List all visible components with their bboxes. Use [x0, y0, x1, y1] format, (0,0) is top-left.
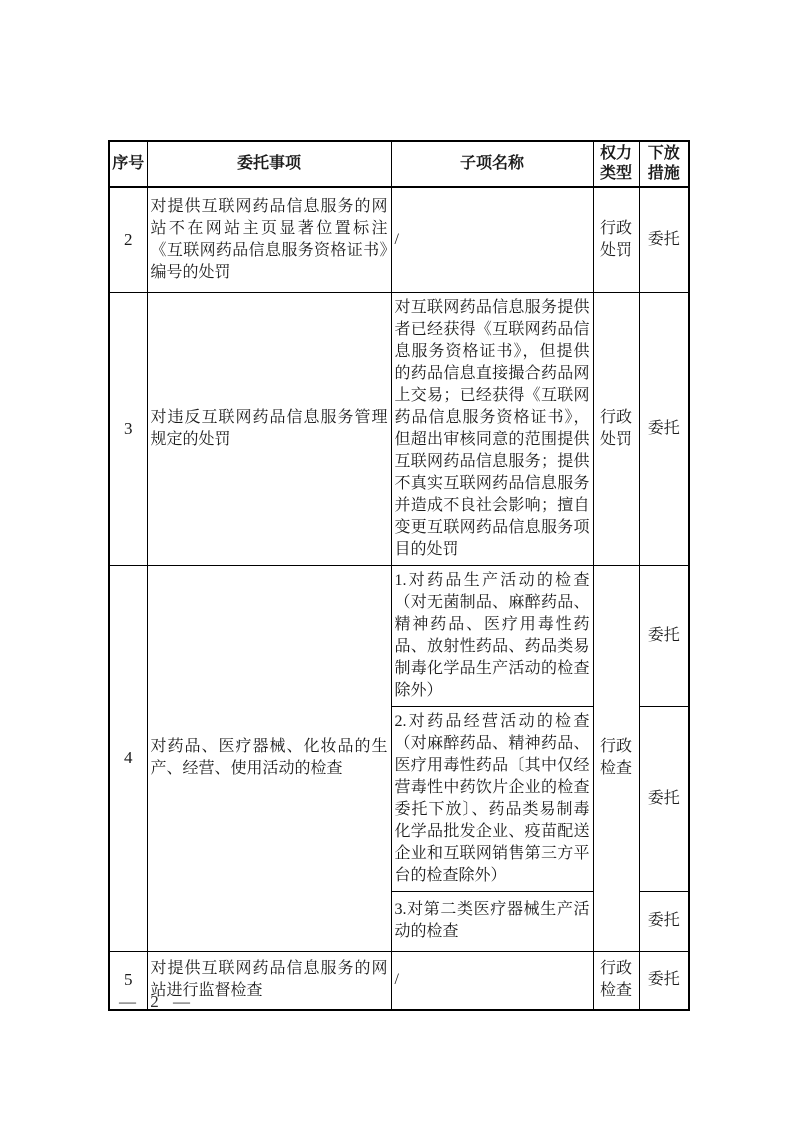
table-row-5: [109, 951, 689, 1010]
row-no-cell: 2: [109, 187, 147, 292]
subitem-cell: /: [391, 951, 593, 1010]
measure-cell: 委托: [639, 891, 689, 951]
matter-cell: 对提供互联网药品信息服务的网站进行监督检查: [147, 951, 391, 1010]
subitem-cell: /: [391, 187, 593, 292]
matter-cell: 对提供互联网药品信息服务的网站不在网站主页显著位置标注《互联网药品信息服务资格证书》编号的处罚: [147, 187, 391, 292]
subitem-cell: 3.对第二类医疗器械生产活动的检查: [391, 891, 593, 951]
power-type-cell: 行政检查: [593, 951, 639, 1010]
delegation-items-table: [108, 140, 690, 1011]
measure-cell: 委托: [639, 292, 689, 565]
table-row-4-sub-1: [109, 565, 689, 706]
power-type-cell: 行政处罚: [593, 187, 639, 292]
row-no-cell: 4: [109, 565, 147, 951]
header-subitem: 子项名称: [391, 141, 593, 187]
power-type-cell: 行政处罚: [593, 292, 639, 565]
header-measure: 下放措施: [639, 141, 689, 187]
matter-cell: 对违反互联网药品信息服务管理规定的处罚: [147, 292, 391, 565]
row-no-cell: 5: [109, 951, 147, 1010]
row-no-cell: 3: [109, 292, 147, 565]
header-matter: 委托事项: [147, 141, 391, 187]
subitem-cell: 2.对药品经营活动的检查（对麻醉药品、精神药品、医疗用毒性药品〔其中仅经营毒性中药饮片企业的检查委托下放〕、药品类易制毒化学品批发企业、疫苗配送企业和互联网销售第三方平台的检查除外）: [391, 706, 593, 891]
table-row-2: [109, 187, 689, 292]
header-power-type: 权力类型: [593, 141, 639, 187]
measure-cell: 委托: [639, 951, 689, 1010]
power-type-cell: 行政检查: [593, 565, 639, 951]
measure-cell: 委托: [639, 565, 689, 706]
measure-cell: 委托: [639, 187, 689, 292]
page-number: — 2 —: [119, 992, 191, 1011]
measure-cell: 委托: [639, 706, 689, 891]
subitem-cell: 1.对药品生产活动的检查（对无菌制品、麻醉药品、精神药品、医疗用毒性药品、放射性药品、药品类易制毒化学品生产活动的检查除外）: [391, 565, 593, 706]
table-row-3: [109, 292, 689, 565]
matter-cell: 对药品、医疗器械、化妆品的生产、经营、使用活动的检查: [147, 565, 391, 951]
header-no: 序号: [109, 141, 147, 187]
table-header-row: [109, 141, 689, 187]
subitem-cell: 对互联网药品信息服务提供者已经获得《互联网药品信息服务资格证书》，但提供的药品信息直接撮合药品网上交易；已经获得《互联网药品信息服务资格证书》，但超出审核同意的范围提供互联网药品信息服务；提供不真实互联网药品信息服务并造成不良社会影响；擅自变更互联网药品信息服务项目的处罚: [391, 292, 593, 565]
